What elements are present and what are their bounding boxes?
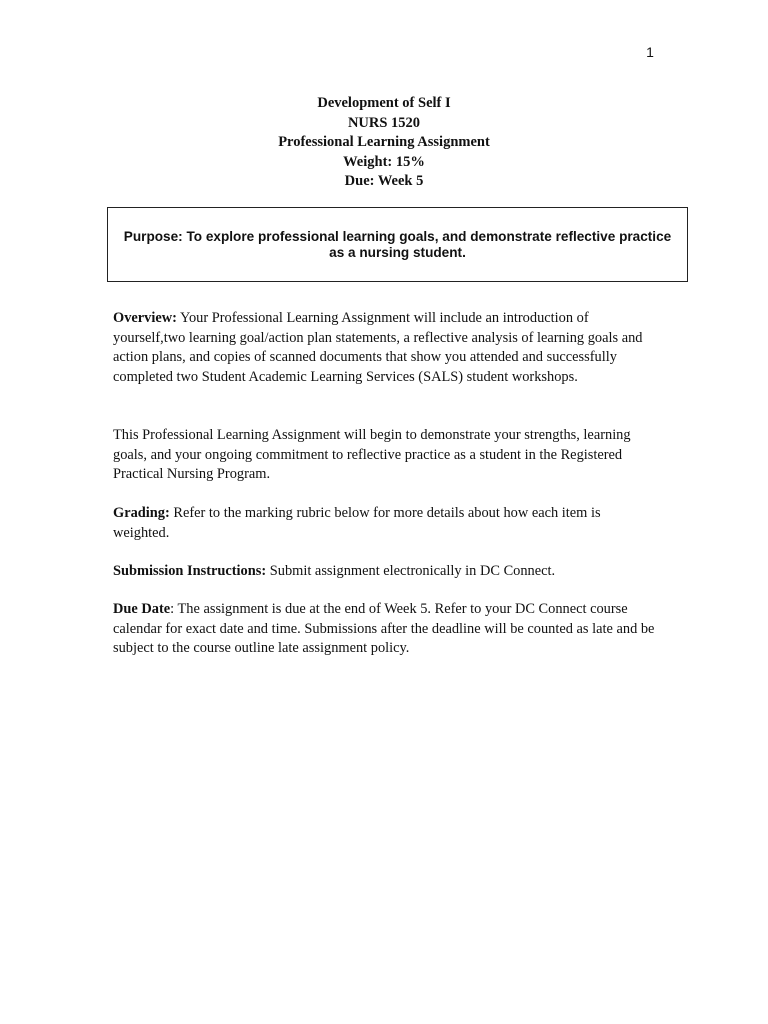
assignment-due: Due: Week 5 bbox=[344, 173, 424, 189]
document-title-block bbox=[0, 94, 768, 192]
page-number: 1 bbox=[646, 44, 654, 60]
submission-label: Submission Instructions: bbox=[113, 563, 267, 579]
course-code: NURS 1520 bbox=[347, 114, 421, 131]
grading-paragraph bbox=[113, 504, 658, 543]
grading-text: Refer to the marking rubric below for more details about how each item is weighted. bbox=[113, 505, 601, 541]
due-date-paragraph bbox=[113, 600, 658, 659]
intro-paragraph bbox=[113, 426, 658, 485]
course-name: Development of Self I bbox=[317, 95, 451, 111]
due-date-label: Due Date bbox=[113, 601, 171, 617]
purpose-text: Purpose: To explore professional learning goals, and demonstrate reflective practice as a nursing student. bbox=[123, 228, 672, 260]
overview-paragraph bbox=[113, 309, 658, 387]
due-date-text: : The assignment is due at the end of Week 5. Refer to your DC Connect course calendar for exact date and time. Submissions after the deadline will be counted as late and be subject to the course outline late assignment policy. bbox=[113, 601, 655, 656]
submission-paragraph bbox=[113, 562, 658, 582]
overview-text: Your Professional Learning Assignment will include an introduction of yourself,two learning goal/action plan statements, a reflective analysis of learning goals and action plans, and copies of scanned documents that show you attended and successfully completed two Student Academic Learning Services (SALS) student workshops. bbox=[113, 310, 643, 385]
intro-text: This Professional Learning Assignment will begin to demonstrate your strengths, learning goals, and your ongoing commitment to reflective practice as a student in the Registered Practical Nursing Program. bbox=[113, 427, 631, 482]
assignment-weight: Weight: 15% bbox=[343, 153, 425, 170]
purpose-box bbox=[107, 207, 688, 282]
overview-label: Overview: bbox=[113, 310, 177, 326]
grading-label: Grading: bbox=[113, 505, 170, 521]
submission-text: Submit assignment electronically in DC Connect. bbox=[266, 563, 556, 579]
assignment-name: Professional Learning Assignment bbox=[278, 134, 490, 150]
